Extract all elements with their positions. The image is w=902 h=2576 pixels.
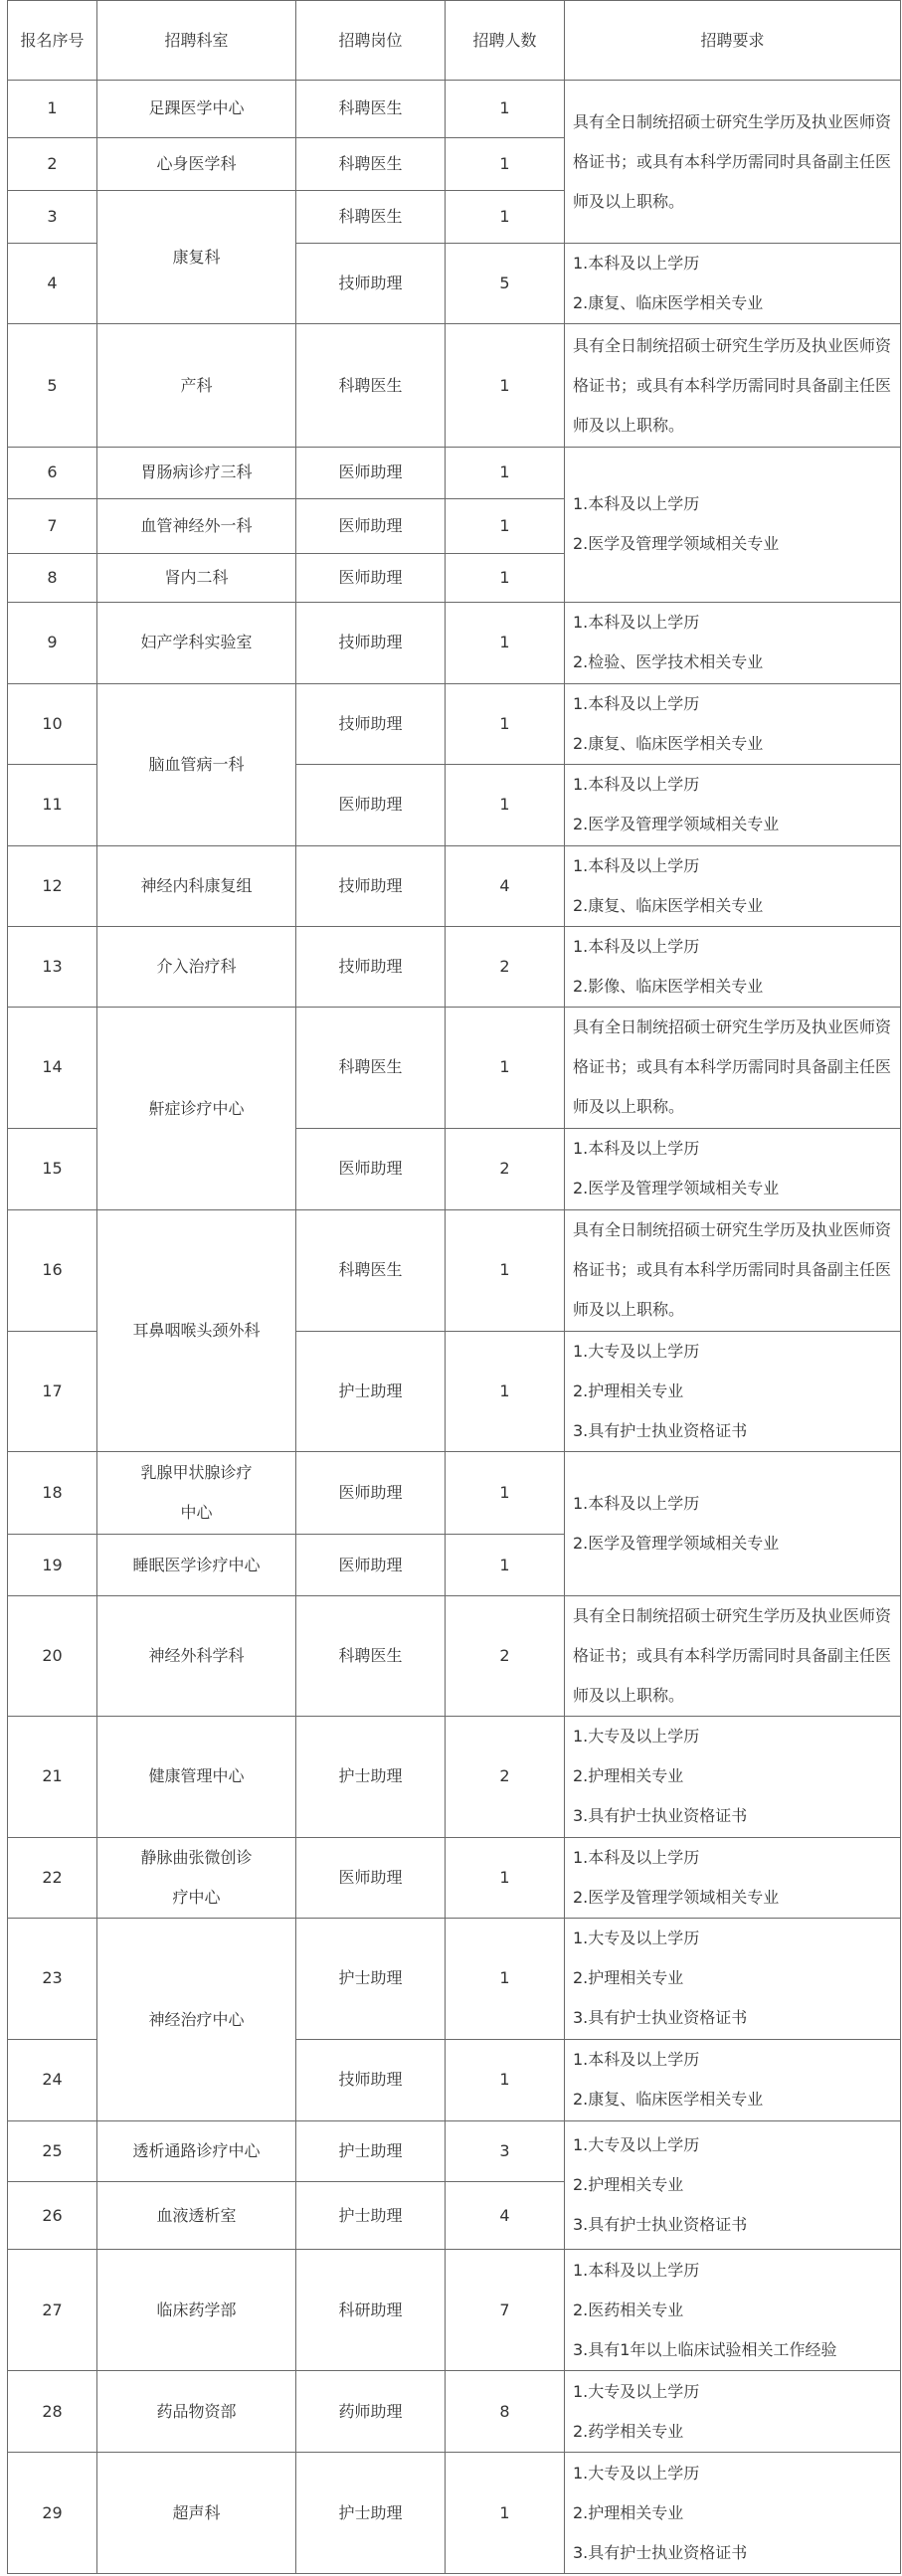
row-no: 17 bbox=[8, 1331, 97, 1452]
row-no: 27 bbox=[8, 2250, 97, 2371]
row-no: 4 bbox=[8, 244, 97, 324]
row-post: 科研助理 bbox=[296, 2250, 446, 2371]
row-post: 技师助理 bbox=[296, 926, 446, 1007]
row-post: 护士助理 bbox=[296, 1717, 446, 1838]
row-requirement: 1.本科及以上学历 2.影像、临床医学相关专业 bbox=[565, 926, 901, 1007]
row-post: 科聘医生 bbox=[296, 1210, 446, 1332]
row-count: 1 bbox=[446, 1535, 565, 1595]
row-dept: 神经外科学科 bbox=[97, 1595, 296, 1717]
table-row bbox=[8, 324, 901, 448]
row-requirement: 1.本科及以上学历 2.康复、临床医学相关专业 bbox=[565, 683, 901, 764]
row-requirement: 1.大专及以上学历 2.护理相关专业 3.具有护士执业资格证书 bbox=[565, 2120, 901, 2250]
row-dept: 鼾症诊疗中心 bbox=[97, 1008, 296, 1210]
row-count: 1 bbox=[446, 683, 565, 764]
row-no: 24 bbox=[8, 2039, 97, 2120]
table-row bbox=[8, 1452, 901, 1535]
row-post: 技师助理 bbox=[296, 2039, 446, 2120]
row-count: 1 bbox=[446, 2453, 565, 2574]
header-dept: 招聘科室 bbox=[97, 1, 296, 81]
row-dept: 产科 bbox=[97, 324, 296, 448]
row-no: 14 bbox=[8, 1008, 97, 1129]
row-dept: 药品物资部 bbox=[97, 2371, 296, 2453]
row-count: 1 bbox=[446, 324, 565, 448]
row-dept: 肾内二科 bbox=[97, 554, 296, 602]
row-requirement: 1.本科及以上学历 2.医学及管理学领域相关专业 bbox=[565, 765, 901, 845]
row-no: 21 bbox=[8, 1717, 97, 1838]
row-requirement: 1.本科及以上学历 2.医学及管理学领域相关专业 bbox=[565, 1128, 901, 1209]
row-no: 15 bbox=[8, 1128, 97, 1209]
row-dept: 透析通路诊疗中心 bbox=[97, 2120, 296, 2181]
row-count: 3 bbox=[446, 2120, 565, 2181]
row-count: 5 bbox=[446, 244, 565, 324]
row-requirement: 具有全日制统招硕士研究生学历及执业医师资格证书；或具有本科学历需同时具备副主任医师及以上职称。 bbox=[565, 1595, 901, 1717]
header-post: 招聘岗位 bbox=[296, 1, 446, 81]
row-dept: 妇产学科实验室 bbox=[97, 602, 296, 683]
row-count: 1 bbox=[446, 1008, 565, 1129]
row-post: 医师助理 bbox=[296, 1837, 446, 1918]
header-count: 招聘人数 bbox=[446, 1, 565, 81]
row-no: 18 bbox=[8, 1452, 97, 1535]
row-count: 1 bbox=[446, 602, 565, 683]
table-row bbox=[8, 1919, 901, 2040]
row-count: 4 bbox=[446, 845, 565, 926]
row-post: 医师助理 bbox=[296, 1452, 446, 1535]
row-requirement: 具有全日制统招硕士研究生学历及执业医师资格证书；或具有本科学历需同时具备副主任医师及以上职称。 bbox=[565, 81, 901, 244]
row-count: 4 bbox=[446, 2182, 565, 2250]
row-post: 医师助理 bbox=[296, 1535, 446, 1595]
row-count: 1 bbox=[446, 1837, 565, 1918]
row-post: 技师助理 bbox=[296, 602, 446, 683]
row-count: 1 bbox=[446, 1331, 565, 1452]
row-count: 1 bbox=[446, 554, 565, 602]
row-count: 7 bbox=[446, 2250, 565, 2371]
row-no: 9 bbox=[8, 602, 97, 683]
row-requirement: 1.本科及以上学历 2.康复、临床医学相关专业 bbox=[565, 845, 901, 926]
row-no: 29 bbox=[8, 2453, 97, 2574]
row-post: 技师助理 bbox=[296, 683, 446, 764]
table-row bbox=[8, 2371, 901, 2453]
row-dept: 康复科 bbox=[97, 190, 296, 324]
row-post: 医师助理 bbox=[296, 554, 446, 602]
header-no: 报名序号 bbox=[8, 1, 97, 81]
row-no: 20 bbox=[8, 1595, 97, 1717]
row-requirement: 1.本科及以上学历 2.医学及管理学领域相关专业 bbox=[565, 1452, 901, 1596]
row-count: 8 bbox=[446, 2371, 565, 2453]
row-post: 药师助理 bbox=[296, 2371, 446, 2453]
row-requirement: 1.本科及以上学历 2.康复、临床医学相关专业 bbox=[565, 2039, 901, 2120]
row-post: 科聘医生 bbox=[296, 137, 446, 190]
row-dept: 超声科 bbox=[97, 2453, 296, 2574]
row-requirement: 1.大专及以上学历 2.护理相关专业 3.具有护士执业资格证书 bbox=[565, 2453, 901, 2574]
row-post: 技师助理 bbox=[296, 244, 446, 324]
row-no: 12 bbox=[8, 845, 97, 926]
row-post: 护士助理 bbox=[296, 2120, 446, 2181]
row-dept: 静脉曲张微创诊疗中心 bbox=[97, 1837, 296, 1918]
row-no: 22 bbox=[8, 1837, 97, 1918]
row-post: 医师助理 bbox=[296, 1128, 446, 1209]
row-no: 11 bbox=[8, 765, 97, 845]
row-dept: 心身医学科 bbox=[97, 137, 296, 190]
row-dept: 足踝医学中心 bbox=[97, 81, 296, 137]
row-requirement: 1.大专及以上学历 2.护理相关专业 3.具有护士执业资格证书 bbox=[565, 1717, 901, 1838]
row-requirement: 1.大专及以上学历 2.药学相关专业 bbox=[565, 2371, 901, 2453]
row-requirement: 具有全日制统招硕士研究生学历及执业医师资格证书；或具有本科学历需同时具备副主任医师及以上职称。 bbox=[565, 1008, 901, 1129]
row-count: 1 bbox=[446, 447, 565, 498]
row-dept: 脑血管病一科 bbox=[97, 683, 296, 845]
table-row bbox=[8, 1717, 901, 1838]
row-requirement: 1.本科及以上学历 2.医学及管理学领域相关专业 bbox=[565, 447, 901, 602]
row-post: 科聘医生 bbox=[296, 81, 446, 137]
row-no: 8 bbox=[8, 554, 97, 602]
table-row bbox=[8, 845, 901, 926]
table-row bbox=[8, 447, 901, 498]
row-no: 13 bbox=[8, 926, 97, 1007]
row-requirement: 1.本科及以上学历 2.康复、临床医学相关专业 bbox=[565, 244, 901, 324]
row-dept: 神经内科康复组 bbox=[97, 845, 296, 926]
row-count: 1 bbox=[446, 137, 565, 190]
row-count: 1 bbox=[446, 499, 565, 554]
row-dept: 乳腺甲状腺诊疗中心 bbox=[97, 1452, 296, 1535]
row-post: 科聘医生 bbox=[296, 324, 446, 448]
row-no: 26 bbox=[8, 2182, 97, 2250]
row-post: 护士助理 bbox=[296, 1919, 446, 2040]
table-row bbox=[8, 1837, 901, 1918]
row-post: 科聘医生 bbox=[296, 1008, 446, 1129]
table-row bbox=[8, 683, 901, 764]
row-no: 2 bbox=[8, 137, 97, 190]
row-no: 25 bbox=[8, 2120, 97, 2181]
row-post: 医师助理 bbox=[296, 765, 446, 845]
row-post: 护士助理 bbox=[296, 2453, 446, 2574]
row-requirement: 1.本科及以上学历 2.医学及管理学领域相关专业 bbox=[565, 1837, 901, 1918]
row-dept: 介入治疗科 bbox=[97, 926, 296, 1007]
row-count: 1 bbox=[446, 1210, 565, 1332]
row-post: 科聘医生 bbox=[296, 1595, 446, 1717]
row-count: 2 bbox=[446, 1717, 565, 1838]
table-header-row bbox=[8, 1, 901, 81]
recruitment-table bbox=[7, 0, 901, 2574]
row-post: 护士助理 bbox=[296, 2182, 446, 2250]
table-row bbox=[8, 1008, 901, 1129]
row-count: 1 bbox=[446, 2039, 565, 2120]
table-row bbox=[8, 2250, 901, 2371]
row-count: 2 bbox=[446, 1128, 565, 1209]
row-no: 10 bbox=[8, 683, 97, 764]
row-no: 19 bbox=[8, 1535, 97, 1595]
row-dept: 胃肠病诊疗三科 bbox=[97, 447, 296, 498]
row-requirement: 具有全日制统招硕士研究生学历及执业医师资格证书；或具有本科学历需同时具备副主任医师及以上职称。 bbox=[565, 324, 901, 448]
row-post: 护士助理 bbox=[296, 1331, 446, 1452]
row-post: 科聘医生 bbox=[296, 190, 446, 243]
row-count: 1 bbox=[446, 1452, 565, 1535]
row-dept: 血管神经外一科 bbox=[97, 499, 296, 554]
row-count: 1 bbox=[446, 765, 565, 845]
row-no: 1 bbox=[8, 81, 97, 137]
row-no: 5 bbox=[8, 324, 97, 448]
row-count: 1 bbox=[446, 190, 565, 243]
header-requirement: 招聘要求 bbox=[565, 1, 901, 81]
row-dept: 血液透析室 bbox=[97, 2182, 296, 2250]
table-row bbox=[8, 2453, 901, 2574]
row-no: 3 bbox=[8, 190, 97, 243]
table-row bbox=[8, 81, 901, 137]
row-requirement: 1.大专及以上学历 2.护理相关专业 3.具有护士执业资格证书 bbox=[565, 1919, 901, 2040]
table-row bbox=[8, 602, 901, 683]
row-dept: 神经治疗中心 bbox=[97, 1919, 296, 2121]
row-requirement: 具有全日制统招硕士研究生学历及执业医师资格证书；或具有本科学历需同时具备副主任医师及以上职称。 bbox=[565, 1210, 901, 1332]
row-dept: 耳鼻咽喉头颈外科 bbox=[97, 1210, 296, 1452]
row-count: 1 bbox=[446, 81, 565, 137]
row-count: 1 bbox=[446, 1919, 565, 2040]
row-requirement: 1.本科及以上学历 2.医药相关专业 3.具有1年以上临床试验相关工作经验 bbox=[565, 2250, 901, 2371]
table-row bbox=[8, 1595, 901, 1717]
table-row bbox=[8, 1210, 901, 1332]
row-no: 23 bbox=[8, 1919, 97, 2040]
table-row bbox=[8, 926, 901, 1007]
row-post: 医师助理 bbox=[296, 499, 446, 554]
row-requirement: 1.大专及以上学历 2.护理相关专业 3.具有护士执业资格证书 bbox=[565, 1331, 901, 1452]
table-row bbox=[8, 2120, 901, 2181]
row-no: 16 bbox=[8, 1210, 97, 1332]
row-count: 2 bbox=[446, 1595, 565, 1717]
row-dept: 临床药学部 bbox=[97, 2250, 296, 2371]
row-count: 2 bbox=[446, 926, 565, 1007]
row-no: 28 bbox=[8, 2371, 97, 2453]
row-no: 6 bbox=[8, 447, 97, 498]
row-post: 技师助理 bbox=[296, 845, 446, 926]
row-no: 7 bbox=[8, 499, 97, 554]
row-dept: 睡眠医学诊疗中心 bbox=[97, 1535, 296, 1595]
row-post: 医师助理 bbox=[296, 447, 446, 498]
row-requirement: 1.本科及以上学历 2.检验、医学技术相关专业 bbox=[565, 602, 901, 683]
row-dept: 健康管理中心 bbox=[97, 1717, 296, 1838]
